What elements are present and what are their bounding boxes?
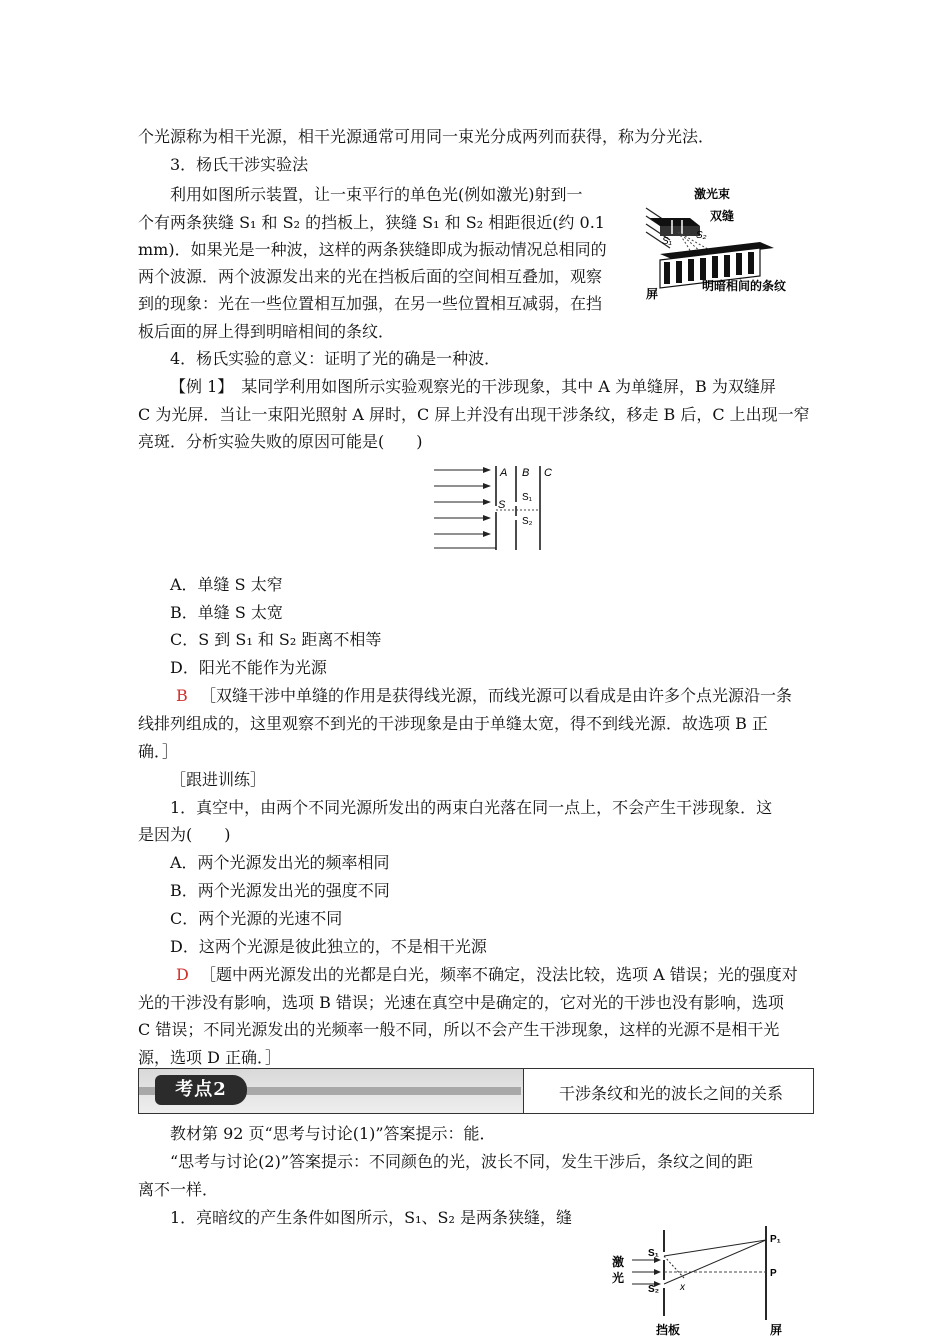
text-line: D．这两个光源是彼此独立的，不是相干光源 [170,937,487,956]
double-slit-plate [650,218,700,226]
text-line: 3．杨氏干涉实验法 [170,155,309,174]
s2-label: S₂ [648,1284,660,1295]
text-line: “思考与讨论(2)”答案提示：不同颜色的光，波长不同，发生干涉后，条纹之间的距 [170,1152,754,1171]
text-line: 光的干涉没有影响，选项 B 错误；光速在真空中是确定的，它对光的干涉也没有影响，选项 [138,993,784,1012]
label-c: C [544,467,552,479]
text-line: ［双缝干涉中单缝的作用是获得线光源，而线光源可以看成是由许多个点光源沿一条 [200,686,793,705]
screen-label: 屏 [770,1323,783,1337]
text-line: 板后面的屏上得到明暗相间的条纹． [138,322,395,341]
text-line: D．阳光不能作为光源 [170,658,327,677]
young-experiment-figure [642,180,822,312]
section-header [138,1068,814,1114]
text-line: 线排列组成的，这里观察不到光的干涉现象是由于单缝太宽，得不到线光源．故选项 B 正 [138,714,768,733]
text-line: 利用如图所示装置，让一束平行的单色光(例如激光)射到一 [170,185,583,204]
text-line: 亮斑．分析实验失败的原因可能是( ) [138,432,423,451]
example1-answer: B [176,686,188,705]
text-line: 两个波源．两个波源发出来的光在挡板后面的空间相互叠加，观察 [138,267,603,286]
text-line: ［跟进训练］ [170,770,267,789]
text-line: B．两个光源发出光的强度不同 [170,881,390,900]
s1-label: S₁ [648,1248,659,1259]
bright-dark-fringe-figure [606,1222,820,1344]
fringes-label: 明暗相间的条纹 [702,279,787,293]
screen-label: 屏 [646,287,659,301]
label-a: A [500,467,508,479]
section-badge-label: 考点2 [155,1075,247,1105]
text-line: 离不一样． [138,1180,219,1199]
text-line: 确．］ [138,742,179,761]
section-badge [139,1069,524,1113]
p-label: P [770,1268,777,1279]
text-line: C．两个光源的光速不同 [170,909,343,928]
training1-answer: D [176,965,189,984]
label-s2: S₂ [522,516,533,527]
s1-label: S₁ [662,236,672,247]
text-line: mm)．如果光是一种波，这样的两条狭缝即成为振动情况总相同的 [138,240,607,259]
laser-label-1: 激 [612,1255,625,1269]
text-line: 1．真空中，由两个不同光源所发出的两束白光落在同一点上，不会产生干涉现象．这 [170,798,773,817]
laser-beam-label: 激光束 [694,187,731,201]
label-s1: S₁ [522,492,533,503]
abc-screens-figure [430,462,560,554]
laser-label-2: 光 [612,1271,625,1285]
text-line: ［题中两光源发出的光都是白光，频率不确定，没法比较，选项 A 错误；光的强度对 [200,965,798,984]
barrier-label: 挡板 [656,1323,681,1337]
text-line: C 为光屏．当让一束阳光照射 A 屏时，C 屏上并没有出现干涉条纹，移走 B 后，C 上出现一窄 [138,405,810,424]
text-line: 到的现象：光在一些位置相互加强，在另一些位置相互减弱，在挡 [138,294,603,313]
text-line: 个有两条狭缝 S₁ 和 S₂ 的挡板上，狭缝 S₁ 和 S₂ 相距很近(约 0.1 [138,213,605,232]
label-s: S [498,499,506,511]
section-title: 干涉条纹和光的波长之间的关系 [559,1084,784,1103]
text-line: 教材第 92 页“思考与讨论(1)”答案提示：能． [170,1124,496,1143]
text-line: C．S 到 S₁ 和 S₂ 距离不相等 [170,630,382,649]
text-line: B．单缝 S 太宽 [170,603,283,622]
label-b: B [522,467,530,479]
text-line: 4．杨氏实验的意义：证明了光的确是一种波． [170,349,501,368]
text-line: C 错误；不同光源发出的光频率一般不同，所以不会产生干涉现象，这样的光源不是相干光 [138,1020,780,1039]
x-label: x [680,1282,685,1293]
text-line: 源，选项 D 正确．］ [138,1048,282,1067]
text-line: 1．亮暗纹的产生条件如图所示，S₁、S₂ 是两条狭缝，缝 [170,1208,573,1227]
text-line: 【例 1】 某同学利用如图所示实验观察光的干涉现象，其中 A 为单缝屏，B 为双缝屏 [170,377,776,396]
text-line: A．两个光源发出光的频率相同 [170,853,390,872]
double-slit-label: 双缝 [710,209,735,223]
s2-label: S₂ [696,230,707,241]
p1-label: P₁ [770,1234,781,1245]
text-line: 是因为( ) [138,825,231,844]
text-line: A．单缝 S 太窄 [170,575,283,594]
text-line: 个光源称为相干光源，相干光源通常可用同一束光分成两列而获得，称为分光法． [138,127,715,146]
